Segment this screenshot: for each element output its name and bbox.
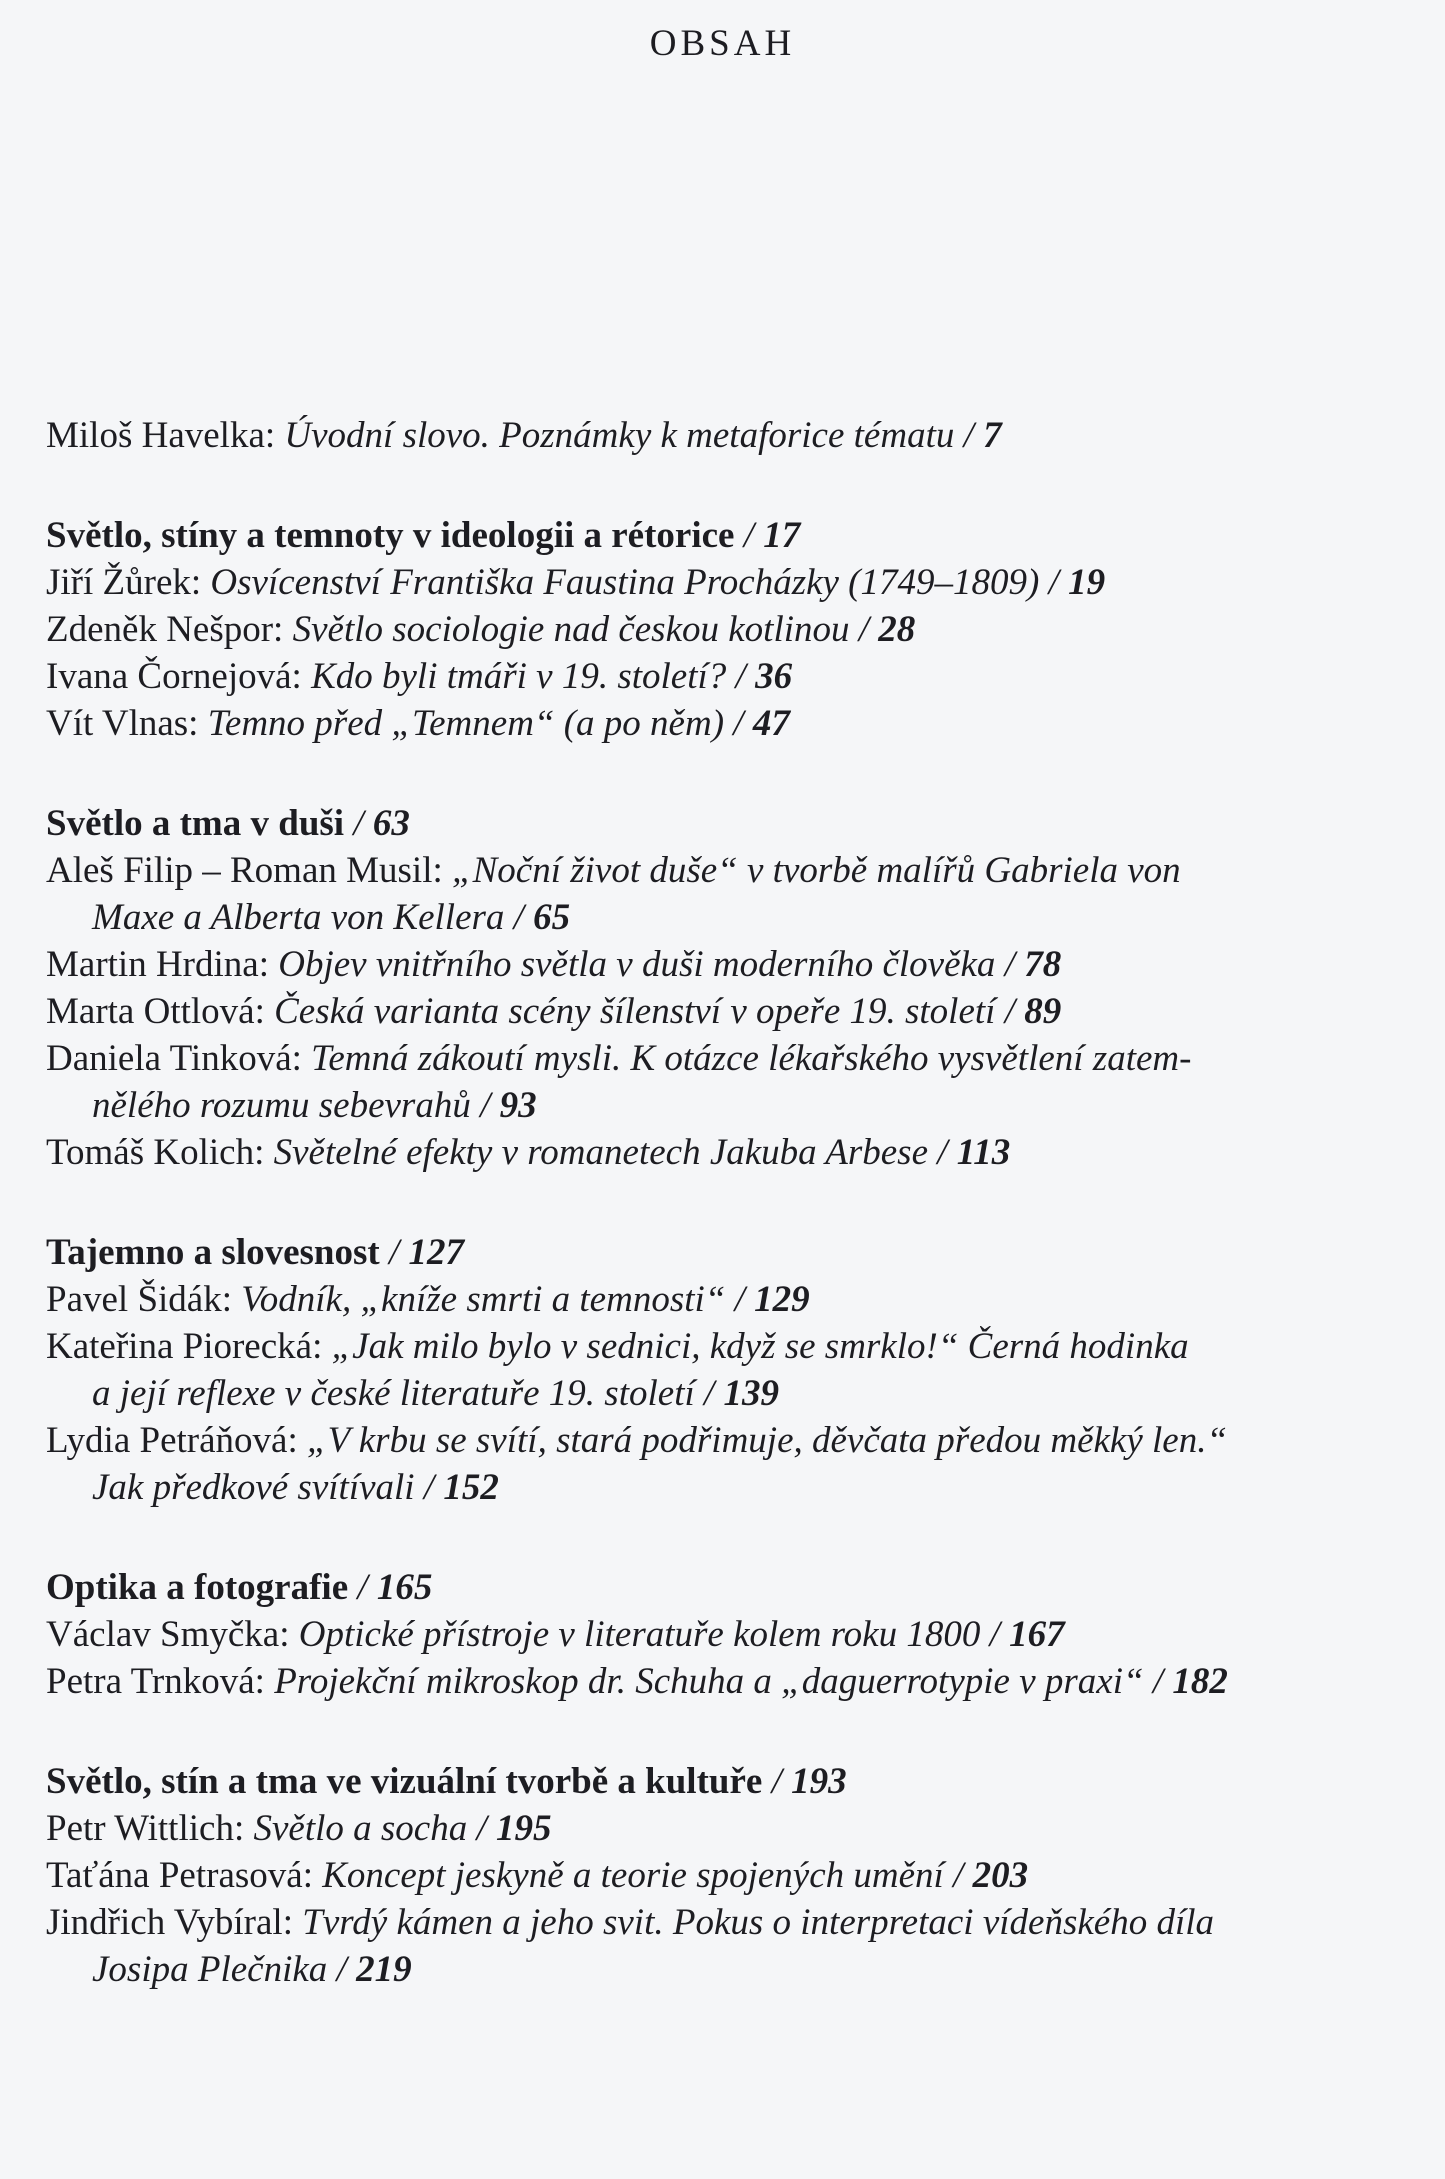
toc-entry — [46, 988, 1406, 1035]
entry-title: a její reflexe v české literatuře 19. století — [92, 1373, 695, 1414]
entry-line — [46, 988, 1406, 1035]
section-heading — [46, 800, 1406, 847]
entry-title: „Noční život duše“ v tvorbě malířů Gabriela von — [452, 850, 1181, 891]
separator: / — [1004, 991, 1015, 1032]
toc-section — [46, 512, 1406, 747]
separator: / — [937, 1132, 948, 1173]
toc-section — [46, 412, 1406, 459]
toc-entry — [46, 1035, 1406, 1129]
entry-title: Maxe a Alberta von Kellera — [92, 897, 505, 938]
entry-author: Zdeněk Nešpor: — [46, 609, 284, 650]
page-number: 7 — [983, 415, 1002, 456]
page-number: 17 — [763, 515, 801, 556]
page-number: 219 — [356, 1949, 412, 1990]
entry-line — [46, 941, 1406, 988]
table-of-contents — [46, 412, 1406, 1993]
entry-title: nělého rozumu sebevrahů — [92, 1085, 471, 1126]
entry-author: Martin Hrdina: — [46, 944, 269, 985]
entry-title: Projekční mikroskop dr. Schuha a „daguerrotypie v praxi“ — [274, 1661, 1144, 1702]
page-number: 152 — [443, 1467, 499, 1508]
page-number: 127 — [408, 1232, 465, 1273]
separator: / — [1004, 944, 1015, 985]
entry-author: Tomáš Kolich: — [46, 1132, 265, 1173]
toc-section — [46, 1229, 1406, 1511]
separator: / — [771, 1761, 782, 1802]
toc-section — [46, 1564, 1406, 1705]
separator: / — [1152, 1661, 1164, 1702]
page-number: 195 — [496, 1808, 552, 1849]
entry-title: Česká varianta scény šílenství v opeře 19. století — [274, 991, 996, 1032]
separator: / — [733, 703, 744, 744]
page-number: 165 — [376, 1567, 433, 1608]
entry-title: „Jak milo bylo v sednici, když se smrklo!“ Černá hodinka — [331, 1326, 1189, 1367]
entry-line — [46, 412, 1406, 459]
separator: / — [357, 1567, 368, 1608]
entry-line — [46, 1852, 1406, 1899]
separator: / — [953, 1855, 964, 1896]
entry-title: Koncept jeskyně a teorie spojených umění — [322, 1855, 944, 1896]
toc-section — [46, 1758, 1406, 1993]
entry-author: Kateřina Piorecká: — [46, 1326, 323, 1367]
entry-title: Temno před „Temnem“ (a po něm) — [207, 703, 725, 744]
entry-author: Lydia Petráňová: — [46, 1420, 298, 1461]
toc-entry — [46, 700, 1406, 747]
page-number: 203 — [972, 1855, 1029, 1896]
section-title: Světlo a tma v duši — [46, 803, 345, 844]
page-number: 129 — [754, 1279, 810, 1320]
entry-author: Jiří Žůrek: — [46, 562, 202, 603]
entry-author: Vít Vlnas: — [46, 703, 199, 744]
entry-line — [46, 1464, 1406, 1511]
entry-author: Aleš Filip – Roman Musil: — [46, 850, 443, 891]
separator: / — [388, 1232, 400, 1273]
section-title: Světlo, stíny a temnoty v ideologii a rétorice — [46, 515, 735, 556]
section-heading — [46, 1758, 1406, 1805]
separator: / — [513, 897, 524, 938]
separator: / — [336, 1949, 347, 1990]
entry-line — [46, 1805, 1406, 1852]
entry-author: Václav Smyčka: — [46, 1614, 290, 1655]
entry-line — [46, 1611, 1406, 1658]
entry-title: Světlo sociologie nad českou kotlinou — [292, 609, 850, 650]
page-number: 47 — [752, 703, 790, 744]
entry-line — [46, 1658, 1406, 1705]
toc-entry — [46, 653, 1406, 700]
toc-entry — [46, 1417, 1406, 1511]
entry-line — [46, 1323, 1406, 1370]
separator: / — [423, 1467, 435, 1508]
entry-title: Temná zákoutí mysli. K otázce lékařského vysvětlení zatem- — [311, 1038, 1192, 1079]
entry-line — [46, 1276, 1406, 1323]
toc-entry — [46, 1323, 1406, 1417]
toc-entry — [46, 1899, 1406, 1993]
section-heading — [46, 1564, 1406, 1611]
entry-title: Tvrdý kámen a jeho svit. Pokus o interpretaci vídeňského díla — [302, 1902, 1215, 1943]
separator: / — [989, 1614, 1000, 1655]
entry-title: Optické přístroje v literatuře kolem roku 1800 — [298, 1614, 981, 1655]
separator: / — [353, 803, 364, 844]
entry-author: Taťána Petrasová: — [46, 1855, 313, 1896]
section-title: Světlo, stín a tma ve vizuální tvorbě a kultuře — [46, 1761, 763, 1802]
entry-author: Pavel Šidák: — [46, 1279, 233, 1320]
page-number: 28 — [878, 609, 916, 650]
entry-title: Osvícenství Františka Faustina Procházky (1749–1809) — [210, 562, 1040, 603]
entry-title: Světelné efekty v romanetech Jakuba Arbese — [273, 1132, 928, 1173]
toc-entry — [46, 1852, 1406, 1899]
separator: / — [858, 609, 870, 650]
toc-entry — [46, 847, 1406, 941]
section-heading — [46, 1229, 1406, 1276]
entry-title: Úvodní slovo. Poznámky k metaforice tématu — [284, 415, 955, 456]
entry-line — [46, 1035, 1406, 1082]
page-number: 93 — [499, 1085, 537, 1126]
page-number: 182 — [1172, 1661, 1228, 1702]
page-number: 78 — [1024, 944, 1062, 985]
entry-title: Josipa Plečnika — [92, 1949, 328, 1990]
page-number: 193 — [791, 1761, 847, 1802]
page-title: OBSAH — [649, 23, 796, 64]
entry-author: Daniela Tinková: — [46, 1038, 302, 1079]
entry-line — [46, 700, 1406, 747]
separator: / — [735, 656, 746, 697]
toc-entry — [46, 1276, 1406, 1323]
entry-author: Petra Trnková: — [46, 1661, 265, 1702]
separator: / — [480, 1085, 491, 1126]
toc-entry — [46, 606, 1406, 653]
toc-entry — [46, 1805, 1406, 1852]
entry-author: Ivana Čornejová: — [46, 656, 302, 697]
entry-author: Jindřich Vybíral: — [46, 1902, 293, 1943]
separator: / — [476, 1808, 487, 1849]
separator: / — [704, 1373, 715, 1414]
entry-line — [46, 894, 1406, 941]
entry-line — [46, 1899, 1406, 1946]
section-title: Optika a fotografie — [46, 1567, 349, 1608]
toc-entry — [46, 559, 1406, 606]
toc-entry — [46, 941, 1406, 988]
page-number: 63 — [372, 803, 410, 844]
entry-line — [46, 1417, 1406, 1464]
page-number: 19 — [1068, 562, 1106, 603]
entry-title: Světlo a socha — [253, 1808, 468, 1849]
section-heading — [46, 512, 1406, 559]
entry-author: Marta Ottlová: — [46, 991, 265, 1032]
page-number: 89 — [1024, 991, 1062, 1032]
entry-title: „V krbu se svítí, stará podřimuje, děvčata předou měkký len.“ — [307, 1420, 1228, 1461]
toc-entry — [46, 1611, 1406, 1658]
entry-line — [46, 1082, 1406, 1129]
entry-author: Miloš Havelka: — [46, 415, 276, 456]
separator: / — [734, 1279, 745, 1320]
page-number: 36 — [755, 656, 793, 697]
separator: / — [963, 415, 974, 456]
entry-line — [46, 1370, 1406, 1417]
entry-line — [46, 847, 1406, 894]
toc-entry — [46, 1658, 1406, 1705]
page-number: 113 — [956, 1132, 1011, 1173]
entry-title: Objev vnitřního světla v duši moderního člověka — [278, 944, 996, 985]
section-title: Tajemno a slovesnost — [46, 1232, 380, 1273]
entry-line — [46, 1946, 1406, 1993]
separator: / — [743, 515, 755, 556]
entry-author: Petr Wittlich: — [46, 1808, 245, 1849]
entry-line — [46, 1129, 1406, 1176]
entry-line — [46, 559, 1406, 606]
page-number: 139 — [723, 1373, 780, 1414]
page-number: 167 — [1009, 1614, 1065, 1655]
entry-title: Kdo byli tmáři v 19. století? — [311, 656, 727, 697]
toc-section — [46, 800, 1406, 1176]
page-number: 65 — [533, 897, 571, 938]
separator: / — [1048, 562, 1059, 603]
entry-line — [46, 653, 1406, 700]
toc-entry — [46, 412, 1406, 459]
toc-entry — [46, 1129, 1406, 1176]
entry-line — [46, 606, 1406, 653]
entry-title: Vodník, „kníže smrti a temnosti“ — [241, 1279, 726, 1320]
entry-title: Jak předkové svítívali — [92, 1467, 415, 1508]
